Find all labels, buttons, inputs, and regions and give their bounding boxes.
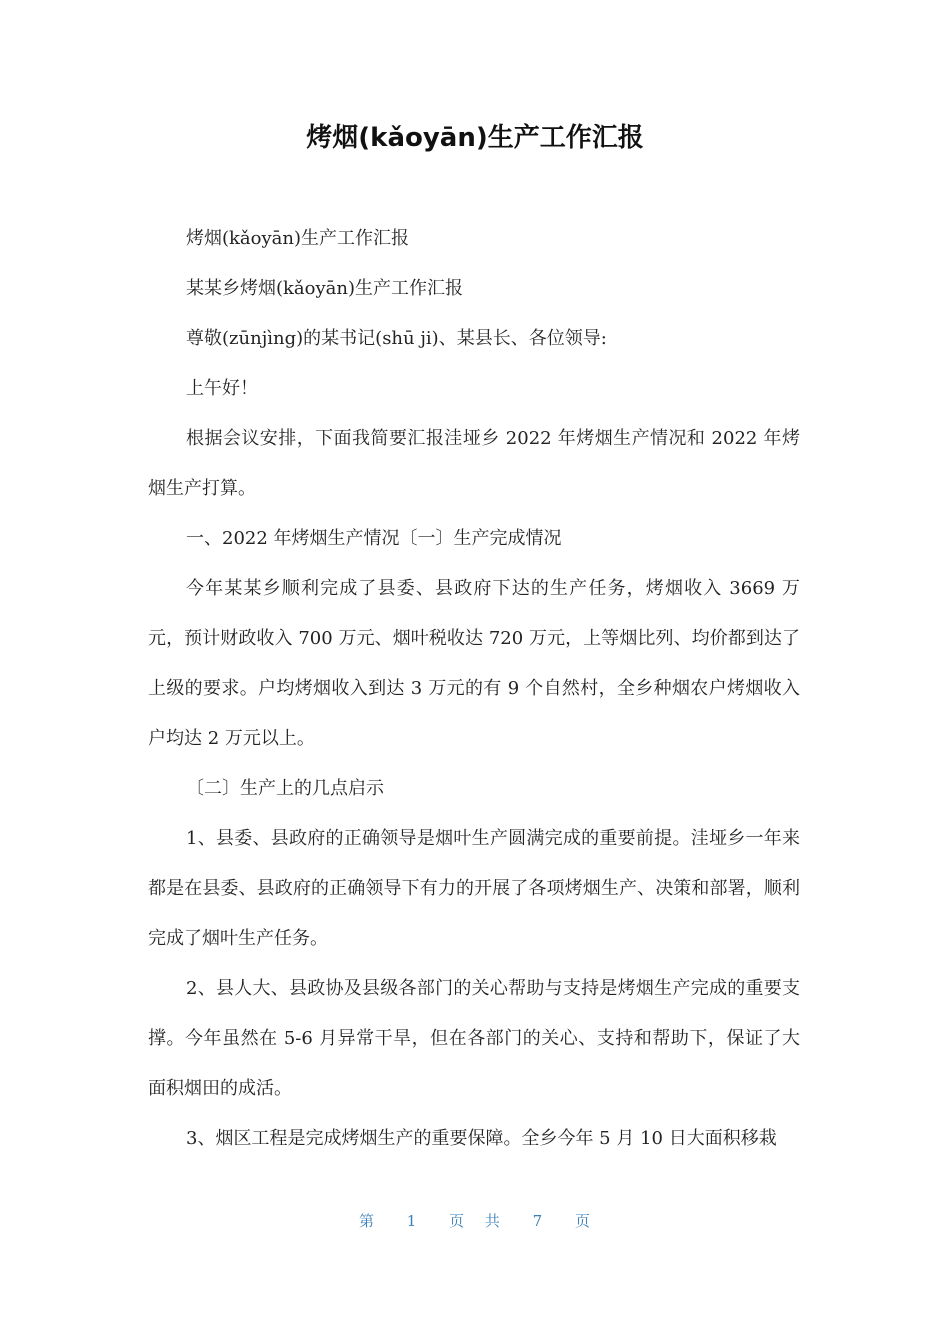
paragraph: 根据会议安排，下面我简要汇报洼垭乡 2022 年烤烟生产情况和 2022 年烤烟生产打算。 — [148, 428, 800, 499]
paragraph: 2、县人大、县政协及县级各部门的关心帮助与支持是烤烟生产完成的重要支撑。今年虽然在 5-6 月异常干旱，但在各部门的关心、支持和帮助下，保证了大面积烟田的成活。 — [148, 978, 800, 1099]
paragraph: 烤烟(kǎoyān)生产工作汇报 — [186, 228, 410, 249]
paragraph: 今年某某乡顺利完成了县委、县政府下达的生产任务，烤烟收入 3669 万元，预计财政收入 700 万元、烟叶税收达 720 万元，上等烟比列、均价都到达了上级的要求。户均烤烟收入到达 3 万元的有 9 个自然村，全乡种烟农户烤烟收入户均达 2 万元以上。 — [148, 578, 800, 749]
current-page-number: 1 — [406, 1212, 418, 1230]
section-heading: 一、2022 年烤烟生产情况〔一〕生产完成情况 — [186, 528, 562, 549]
document-body — [148, 214, 800, 1164]
page-label-prefix: 第 — [358, 1212, 375, 1230]
paragraph: 某某乡烤烟(kǎoyān)生产工作汇报 — [186, 278, 464, 299]
paragraph: 尊敬(zūnjìng)的某书记(shū ji)、某县长、各位领导: — [186, 328, 607, 349]
section-heading: 〔二〕生产上的几点启示 — [186, 778, 384, 799]
page-label-suffix: 页 — [575, 1212, 592, 1230]
paragraph: 1、县委、县政府的正确领导是烟叶生产圆满完成的重要前提。洼垭乡一年来都是在县委、县政府的正确领导下有力的开展了各项烤烟生产、决策和部署，顺利完成了烟叶生产任务。 — [148, 828, 800, 949]
page-label-mid: 页 共 — [449, 1212, 501, 1230]
document-title: 烤烟(kǎoyān)生产工作汇报 — [306, 123, 644, 153]
paragraph: 上午好！ — [186, 378, 258, 399]
total-pages-number: 7 — [532, 1212, 544, 1230]
page-footer — [0, 1210, 950, 1231]
paragraph: 3、烟区工程是完成烤烟生产的重要保障。全乡今年 5 月 10 日大面积移栽 — [186, 1128, 777, 1149]
